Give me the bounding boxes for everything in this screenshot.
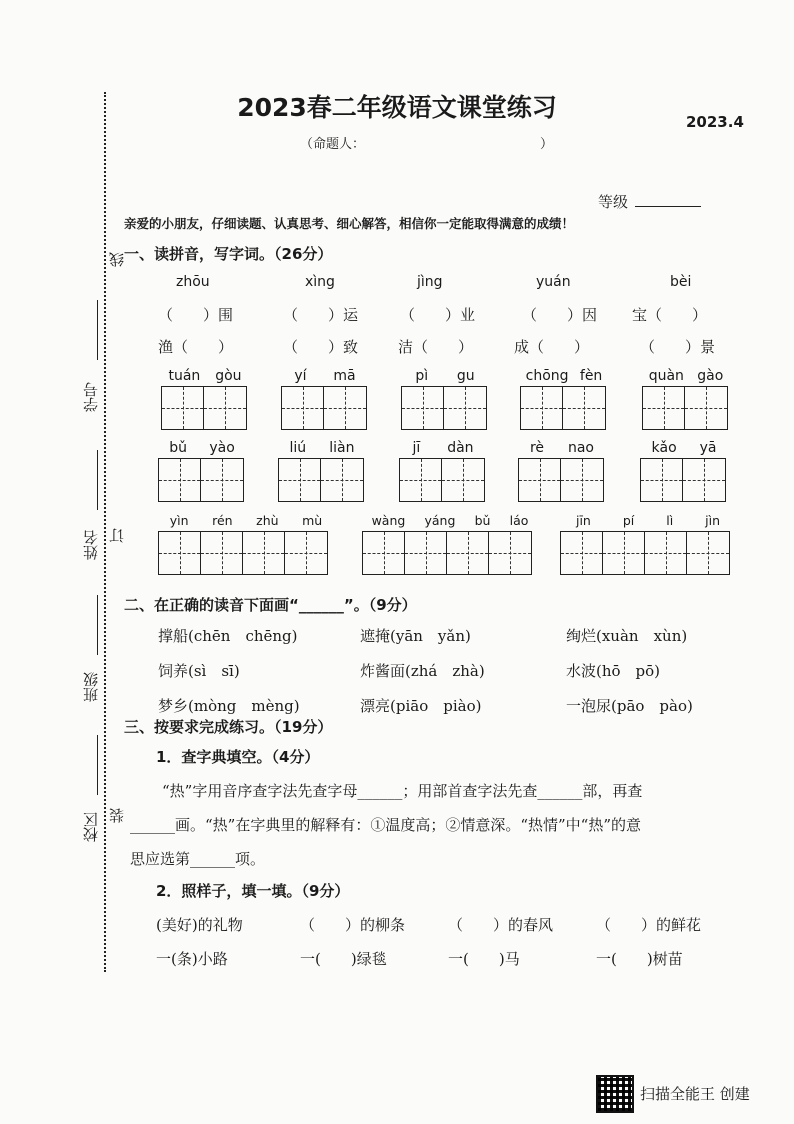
writing-cell[interactable]	[324, 387, 366, 429]
grade-label: 等级	[598, 193, 629, 211]
word-blank: （ ）围	[158, 306, 234, 324]
writing-cell[interactable]	[561, 459, 603, 501]
writing-cell[interactable]	[321, 459, 363, 501]
pinyin-xing: xìng	[305, 274, 335, 290]
writing-cell[interactable]	[162, 387, 204, 429]
writing-cell[interactable]	[282, 387, 324, 429]
q1-text-line1: “热”字用音序查字法先查字母______；用部首查字法先查______部，再查	[162, 782, 643, 800]
writing-cell[interactable]	[643, 387, 685, 429]
writing-cell[interactable]	[442, 459, 484, 501]
q2-blank: （ ）的鲜花	[596, 916, 702, 934]
word-blank: （ ）致	[283, 338, 359, 356]
writing-cell[interactable]	[521, 387, 563, 429]
school-blank	[97, 735, 98, 795]
scanner-watermark: 扫描全能王 创建	[640, 1085, 750, 1103]
pinyin-label: yí	[294, 368, 307, 384]
q2-blank: 一( )绿毯	[300, 950, 387, 968]
pinyin-label: jìn	[705, 513, 721, 528]
author-close: ）	[540, 137, 554, 152]
pinyin-label: pí	[622, 513, 635, 528]
pinyin-label: yā	[699, 440, 717, 456]
q2-example: (美好)的礼物	[156, 916, 243, 934]
writing-cell[interactable]	[405, 532, 447, 574]
binding-xian: 线	[108, 252, 126, 267]
reading-choice: 饲养(sì sī)	[158, 662, 240, 680]
section3-heading: 三、按要求完成练习。（19分）	[124, 718, 333, 736]
writing-cell[interactable]	[645, 532, 687, 574]
pinyin-label: nao	[567, 440, 595, 456]
reading-choice: 一泡尿(pāo pào)	[566, 697, 693, 715]
q1-text-line3: 思应选第______项。	[130, 850, 266, 868]
pinyin-label: kǎo	[651, 440, 677, 456]
exam-date: 2023.4	[686, 113, 744, 131]
pinyin-jing: jìng	[417, 274, 443, 290]
class-blank	[97, 595, 98, 655]
author-label: （命题人：	[300, 137, 366, 152]
student-number-label: 学号	[82, 382, 100, 412]
reading-choice: 撑船(chēn chēng)	[158, 627, 298, 645]
writing-cell[interactable]	[563, 387, 605, 429]
grade-blank	[635, 206, 701, 207]
school-label: 校区	[82, 812, 100, 842]
pinyin-label: láo	[509, 513, 529, 528]
word-blank: （ ）业	[400, 306, 476, 324]
writing-cell[interactable]	[201, 532, 243, 574]
word-blank: 宝（ ）	[632, 306, 708, 324]
writing-cell[interactable]	[402, 387, 444, 429]
writing-cell[interactable]	[159, 459, 201, 501]
pinyin-label: yìn	[169, 513, 189, 528]
pinyin-label: dàn	[447, 440, 474, 456]
pinyin-yuan: yuán	[536, 274, 571, 290]
q2-example: 一(条)小路	[156, 950, 228, 968]
reading-choice: 梦乡(mòng mèng)	[158, 697, 300, 715]
word-blank: （ ）运	[283, 306, 359, 324]
pinyin-label: quàn	[648, 368, 684, 384]
pinyin-label: pì	[415, 368, 429, 384]
writing-cell[interactable]	[603, 532, 645, 574]
writing-cell[interactable]	[285, 532, 327, 574]
writing-cell[interactable]	[641, 459, 683, 501]
writing-cell[interactable]	[489, 532, 531, 574]
pinyin-label: jīn	[575, 513, 591, 528]
section2-heading: 二、在正确的读音下面画“______”。（9分）	[124, 596, 417, 614]
section1-heading: 一、读拼音，写字词。（26分）	[124, 245, 333, 263]
pinyin-label: wàng	[371, 513, 406, 528]
page-title: 2023春二年级语文课堂练习	[237, 93, 557, 122]
pinyin-bei: bèi	[670, 274, 692, 290]
writing-cell[interactable]	[687, 532, 729, 574]
writing-cell[interactable]	[519, 459, 561, 501]
reading-choice: 水波(hō pō)	[566, 662, 661, 680]
q2-heading: 2．照样子，填一填。（9分）	[156, 882, 350, 900]
pinyin-label: mā	[333, 368, 356, 384]
writing-cell[interactable]	[159, 532, 201, 574]
pinyin-label: gào	[697, 368, 724, 384]
q2-blank: （ ）的春风	[448, 916, 554, 934]
writing-cell[interactable]	[201, 459, 243, 501]
pinyin-label: zhù	[256, 513, 279, 528]
pinyin-label: bǔ	[474, 513, 491, 528]
pinyin-label: jī	[412, 440, 421, 456]
pinyin-label: lì	[666, 513, 674, 528]
name-blank	[97, 450, 98, 510]
writing-cell[interactable]	[243, 532, 285, 574]
reading-choice: 漂亮(piāo piào)	[360, 697, 482, 715]
binding-zhuang: 装	[108, 808, 126, 823]
word-blank: 成（ ）	[514, 338, 590, 356]
class-label: 班级	[82, 672, 100, 702]
binding-ding: 订	[108, 528, 126, 543]
number-blank	[97, 300, 98, 360]
pinyin-label: mù	[302, 513, 323, 528]
pinyin-label: rè	[529, 440, 545, 456]
writing-cell[interactable]	[363, 532, 405, 574]
word-blank: （ ）因	[522, 306, 598, 324]
pinyin-label: fèn	[579, 368, 603, 384]
q2-blank: 一( )树苗	[596, 950, 683, 968]
pinyin-label: gòu	[215, 368, 242, 384]
writing-cell[interactable]	[685, 387, 727, 429]
word-blank: 洁（ ）	[398, 338, 474, 356]
pinyin-label: liú	[289, 440, 307, 456]
q1-text-line2: ______画。“热”在字典里的解释有：①温度高；②情意深。“热情”中“热”的意	[130, 816, 642, 834]
student-name-label: 姓名	[82, 530, 100, 560]
writing-cell[interactable]	[400, 459, 442, 501]
qr-code-icon	[596, 1075, 634, 1113]
writing-cell[interactable]	[279, 459, 321, 501]
pinyin-zhou: zhōu	[176, 274, 210, 290]
writing-cell[interactable]	[204, 387, 246, 429]
pinyin-label: bǔ	[169, 440, 187, 456]
q1-heading: 1．查字典填空。（4分）	[156, 748, 320, 766]
pinyin-label: gu	[456, 368, 475, 384]
reading-choice: 绚烂(xuàn xùn)	[566, 627, 688, 645]
reading-choice: 遮掩(yān yǎn)	[360, 627, 471, 645]
pinyin-label: rén	[212, 513, 233, 528]
pinyin-label: liàn	[329, 440, 355, 456]
reading-choice: 炸酱面(zhá zhà)	[360, 662, 485, 680]
pinyin-label: chōng	[525, 368, 569, 384]
pinyin-label: yáng	[424, 513, 456, 528]
q2-blank: （ ）的柳条	[300, 916, 406, 934]
pinyin-label: yào	[209, 440, 235, 456]
q2-blank: 一( )马	[448, 950, 520, 968]
word-blank: 渔（ ）	[158, 338, 234, 356]
writing-cell[interactable]	[561, 532, 603, 574]
pinyin-label: tuán	[168, 368, 201, 384]
word-blank: （ ）景	[640, 338, 716, 356]
writing-cell[interactable]	[683, 459, 725, 501]
greeting: 亲爱的小朋友，仔细读题、认真思考、细心解答，相信你一定能取得满意的成绩！	[124, 216, 575, 231]
writing-cell[interactable]	[447, 532, 489, 574]
writing-cell[interactable]	[444, 387, 486, 429]
